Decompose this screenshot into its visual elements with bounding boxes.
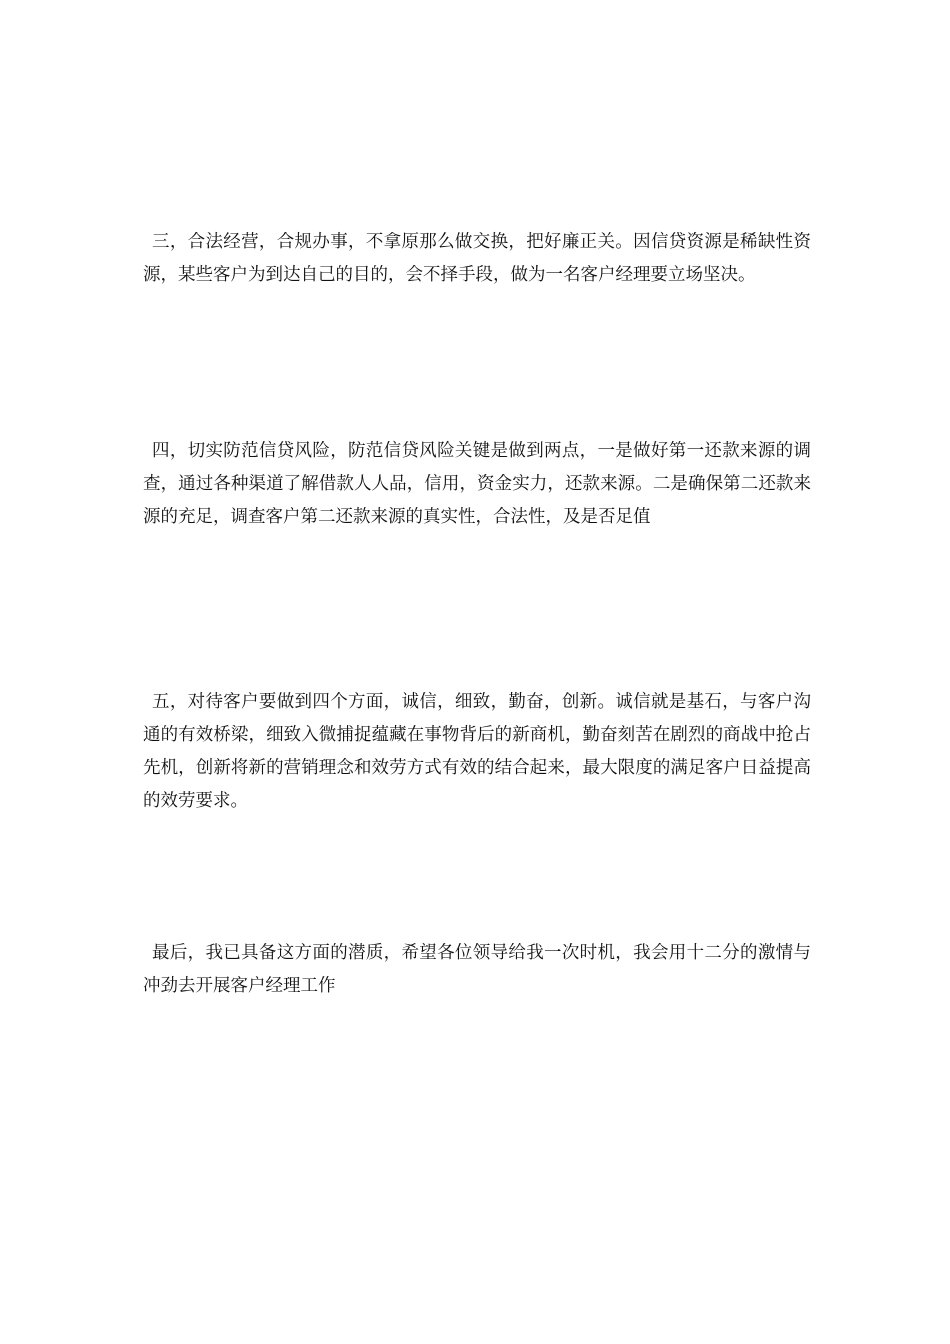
paragraph-four: 四，切实防范信贷风险，防范信贷风险关键是做到两点，一是做好第一还款来源的调查，通过各种渠道了解借款人人品，信用，资金实力，还款来源。二是确保第二还款来源的充足，调查客户第二还款来源的真实性，合法性，及是否足值 [143, 441, 811, 527]
paragraph-five: 五，对待客户要做到四个方面，诚信，细致，勤奋，创新。诚信就是基石，与客户沟通的有效桥梁，细致入微捕捉蕴藏在事物背后的新商机，勤奋刻苦在剧烈的商战中抢占先机，创新将新的营销理念和效劳方式有效的结合起来，最大限度的满足客户日益提高的效劳要求。 [143, 692, 811, 811]
paragraph-three: 三，合法经营，合规办事，不拿原那么做交换，把好廉正关。因信贷资源是稀缺性资源，某些客户为到达自己的目的，会不择手段，做为一名客户经理要立场坚决。 [143, 232, 811, 285]
paragraph-closing: 最后，我已具备这方面的潜质，希望各位领导给我一次时机，我会用十二分的激情与冲劲去开展客户经理工作 [143, 943, 811, 996]
